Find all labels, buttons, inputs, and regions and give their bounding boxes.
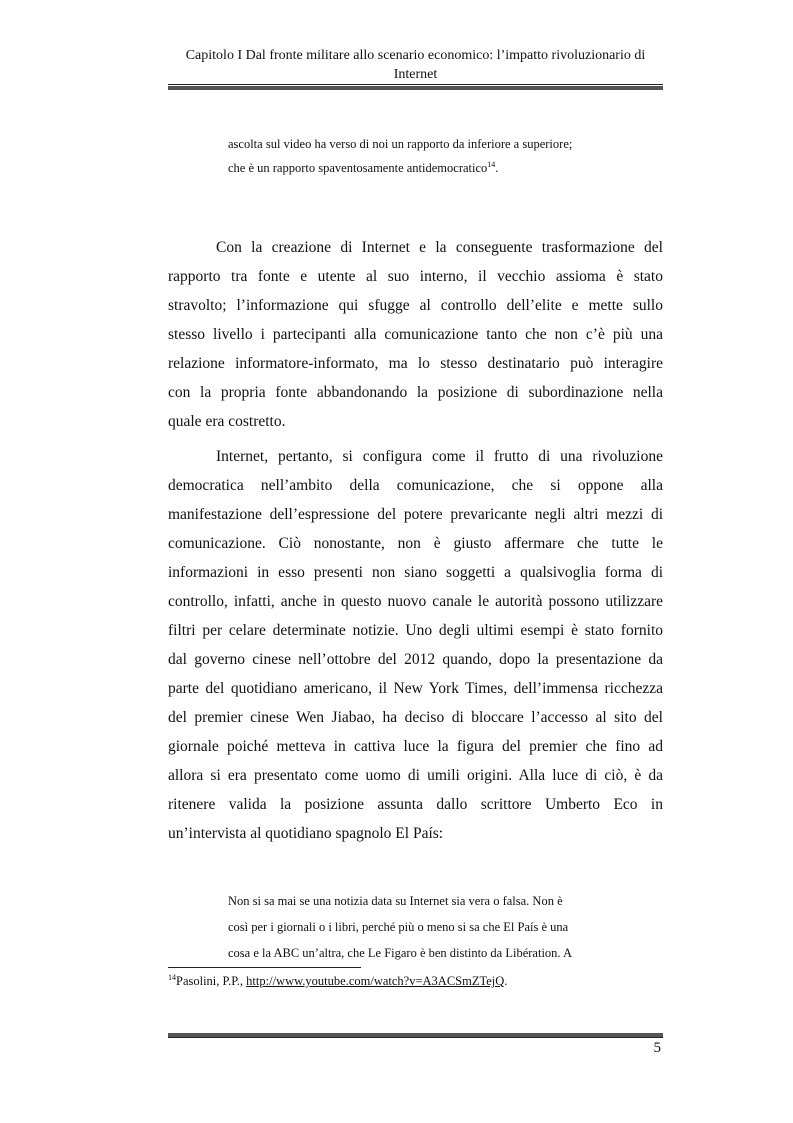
paragraph-line: un’intervista al quotidiano spagnolo El País: bbox=[168, 825, 444, 842]
paragraph-line: democratica nell’ambito della comunicazione, che si oppone alla bbox=[168, 477, 663, 494]
block-quote-eco bbox=[228, 888, 606, 966]
paragraph-line: controllo, infatti, anche in questo nuovo canale le autorità possono utilizzare bbox=[168, 593, 663, 610]
block-quote-pasolini bbox=[228, 132, 606, 180]
footer-rule bbox=[168, 1032, 663, 1038]
paragraph-line: stesso livello i partecipanti alla comunicazione tanto che non c’è più una bbox=[168, 326, 663, 343]
header-line-1: Capitolo I Dal fronte militare allo scenario economico: l’impatto rivoluzionario di bbox=[185, 48, 646, 63]
quote-line: ascolta sul video ha verso di noi un rapporto da inferiore a superiore; bbox=[228, 137, 573, 151]
paragraph-line: Con la creazione di Internet e la conseguente trasformazione del bbox=[216, 239, 663, 256]
paragraph-line: con la propria fonte abbandonando la posizione di subordinazione nella bbox=[168, 384, 663, 401]
paragraph-line: rapporto tra fonte e utente al suo interno, il vecchio assioma è stato bbox=[168, 268, 663, 285]
paragraph-line: relazione informatore-informato, ma lo stesso destinatario può interagire bbox=[168, 355, 663, 372]
paragraph-line: informazioni in esso presenti non siano soggetti a qualsivoglia forma di bbox=[168, 564, 663, 581]
quote-line: Non si sa mai se una notizia data su Internet sia vera o falsa. Non è bbox=[228, 894, 563, 908]
paragraph-line: giornale poiché metteva in cattiva luce la figura del premier che fino ad bbox=[168, 738, 663, 755]
paragraph-line: dal governo cinese nell’ottobre del 2012 quando, dopo la presentazione da bbox=[168, 651, 663, 668]
footnote-link[interactable]: http://www.youtube.com/watch?v=A3ACSmZTejQ bbox=[246, 974, 505, 988]
paragraph-rivoluzione-democratica bbox=[168, 442, 663, 848]
paragraph-line: parte del quotidiano americano, il New York Times, dell’immensa ricchezza bbox=[168, 680, 663, 697]
footnote-number: 14 bbox=[168, 973, 176, 982]
paragraph-creazione-internet bbox=[168, 233, 663, 436]
paragraph-line: quale era costretto. bbox=[168, 413, 286, 430]
running-header bbox=[168, 46, 663, 84]
paragraph-line: ritenere valida la posizione assunta dallo scrittore Umberto Eco in bbox=[168, 796, 663, 813]
quote-line: così per i giornali o i libri, perché più o meno si sa che El País è una bbox=[228, 920, 569, 934]
paragraph-line: Internet, pertanto, si configura come il frutto di una rivoluzione bbox=[216, 448, 663, 465]
paragraph-line: manifestazione dell’espressione del potere prevaricante negli altri mezzi di bbox=[168, 506, 663, 523]
quote-line: che è un rapporto spaventosamente antidemocratico$^{14}$. bbox=[228, 160, 499, 175]
paragraph-line: stravolto; l’informazione qui sfugge al controllo dell’elite e mette sullo bbox=[168, 297, 663, 314]
footnote-separator bbox=[168, 967, 361, 968]
footnote-author: Pasolini, P.P., bbox=[176, 974, 247, 988]
header-line-2: Internet bbox=[393, 67, 438, 82]
paragraph-line: del premier cinese Wen Jiabao, ha deciso di bloccare l’accesso al sito del bbox=[168, 709, 663, 726]
page-number: 5 bbox=[653, 1040, 661, 1056]
footnote-ref-14[interactable]: 14 bbox=[487, 160, 496, 169]
header-rule bbox=[168, 84, 663, 90]
paragraph-line: allora si era presentato come uomo di umili origini. Alla luce di ciò, è da bbox=[168, 767, 663, 784]
footnote-14: $^{14}$Pasolini, P.P., http://www.youtube.com/watch?v=A3ACSmZTejQ. bbox=[168, 973, 508, 988]
paragraph-line: comunicazione. Ciò nonostante, non è giusto affermare che tutte le bbox=[168, 535, 663, 552]
paragraph-line: filtri per celare determinate notizie. Uno degli ultimi esempi è stato fornito bbox=[168, 622, 663, 639]
quote-line: cosa e la ABC un’altra, che Le Figaro è ben distinto da Libération. A bbox=[228, 946, 573, 960]
